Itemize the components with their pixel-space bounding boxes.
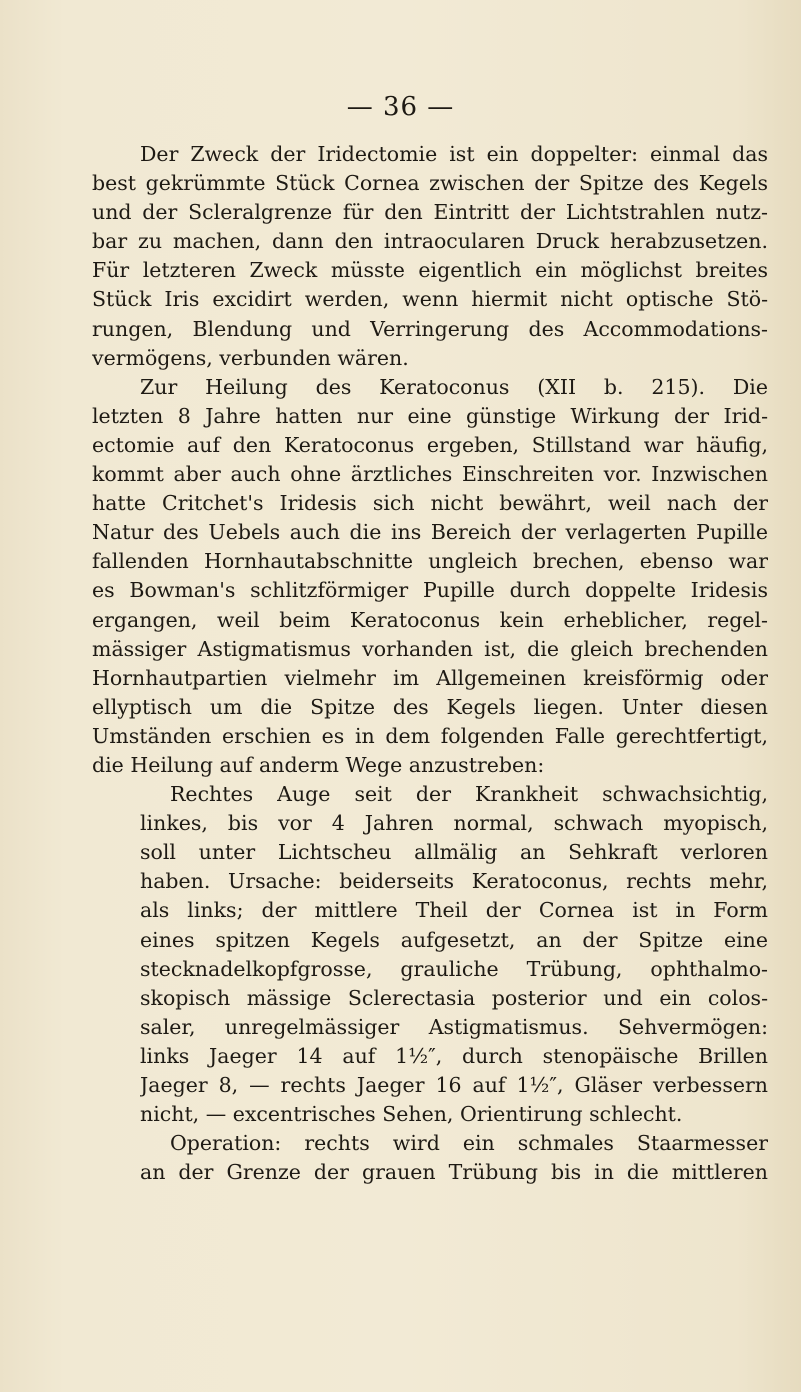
text-line: es Bowman's schlitzförmiger Pupille durch doppelte Iridesis xyxy=(92,578,768,603)
paragraph-keratoconus xyxy=(92,373,768,780)
text-line: als links; der mittlere Theil der Cornea ist in Form xyxy=(140,898,768,923)
text-line: vermögens, verbunden wären. xyxy=(92,345,409,370)
text-line: Jaeger 8, — rechts Jaeger 16 auf 1½″, Gläser verbessern xyxy=(140,1073,768,1097)
text-line: die Heilung auf anderm Wege anzustreben: xyxy=(92,752,545,777)
text-line: bar zu machen, dann den intraocularen Druck herabzusetzen. xyxy=(92,229,768,254)
text-line: Für letzteren Zweck müsste eigentlich ein möglichst breites xyxy=(92,258,768,283)
text-line: Stück Iris excidirt werden, wenn hiermit nicht optische Stö- xyxy=(92,287,768,312)
text-line: Zur Heilung des Keratoconus (XII b. 215). Die xyxy=(140,374,768,399)
text-line: fallenden Hornhautabschnitte ungleich brechen, ebenso war xyxy=(92,549,768,574)
text-line: Operation: rechts wird ein schmales Staarmesser xyxy=(170,1131,768,1156)
body-text xyxy=(92,140,768,1187)
paragraph-case-findings xyxy=(140,780,768,1129)
text-line: Der Zweck der Iridectomie ist ein doppelter: einmal das xyxy=(140,142,768,166)
text-line: eines spitzen Kegels aufgesetzt, an der Spitze eine xyxy=(140,927,768,952)
text-line: hatte Critchet's Iridesis sich nicht bewährt, weil nach der xyxy=(92,491,768,516)
text-line: rungen, Blendung und Verringerung des Accommodations- xyxy=(92,316,768,341)
text-line: Hornhautpartien vielmehr im Allgemeinen kreisförmig oder xyxy=(92,665,768,690)
text-line: letzten 8 Jahre hatten nur eine günstige Wirkung der Irid- xyxy=(92,403,768,428)
text-line: skopisch mässige Sclerectasia posterior und ein colos- xyxy=(140,985,768,1010)
text-line: saler, unregelmässiger Astigmatismus. Sehvermögen: xyxy=(140,1014,768,1039)
text-line: links Jaeger 14 auf 1½″, durch stenopäische Brillen xyxy=(140,1043,768,1068)
text-line: ellyptisch um die Spitze des Kegels liegen. Unter diesen xyxy=(92,694,768,719)
text-line: best gekrümmte Stück Cornea zwischen der Spitze des Kegels xyxy=(92,171,768,196)
case-report xyxy=(140,780,768,1187)
paragraph-iridectomy-purpose xyxy=(92,140,768,373)
text-line: soll unter Lichtscheu allmälig an Sehkraft verloren xyxy=(140,840,768,865)
text-line: linkes, bis vor 4 Jahren normal, schwach myopisch, xyxy=(140,811,768,836)
text-line: nicht, — excentrisches Sehen, Orientirung schlecht. xyxy=(140,1102,683,1127)
text-line: haben. Ursache: beiderseits Keratoconus, rechts mehr, xyxy=(140,869,768,894)
text-line: stecknadelkopfgrosse, grauliche Trübung, ophthalmo- xyxy=(140,956,768,981)
text-line: Umständen erschien es in dem folgenden Falle gerechtfertigt, xyxy=(92,723,768,748)
text-line: Rechtes Auge seit der Krankheit schwachsichtig, xyxy=(170,782,768,807)
text-line: und der Scleralgrenze für den Eintritt der Lichtstrahlen nutz- xyxy=(92,200,768,225)
text-line: mässiger Astigmatismus vorhanden ist, die gleich brechenden xyxy=(92,636,768,661)
text-line: kommt aber auch ohne ärztliches Einschreiten vor. Inzwischen xyxy=(92,462,768,487)
paragraph-operation xyxy=(140,1129,768,1187)
text-line: Natur des Uebels auch die ins Bereich der verlagerten Pupille xyxy=(92,520,768,545)
text-line: ectomie auf den Keratoconus ergeben, Stillstand war häufig, xyxy=(92,432,768,457)
text-line: ergangen, weil beim Keratoconus kein erheblicher, regel- xyxy=(92,607,768,632)
page-number: — 36 — xyxy=(346,92,455,122)
text-line: an der Grenze der grauen Trübung bis in die mittleren xyxy=(140,1160,768,1185)
